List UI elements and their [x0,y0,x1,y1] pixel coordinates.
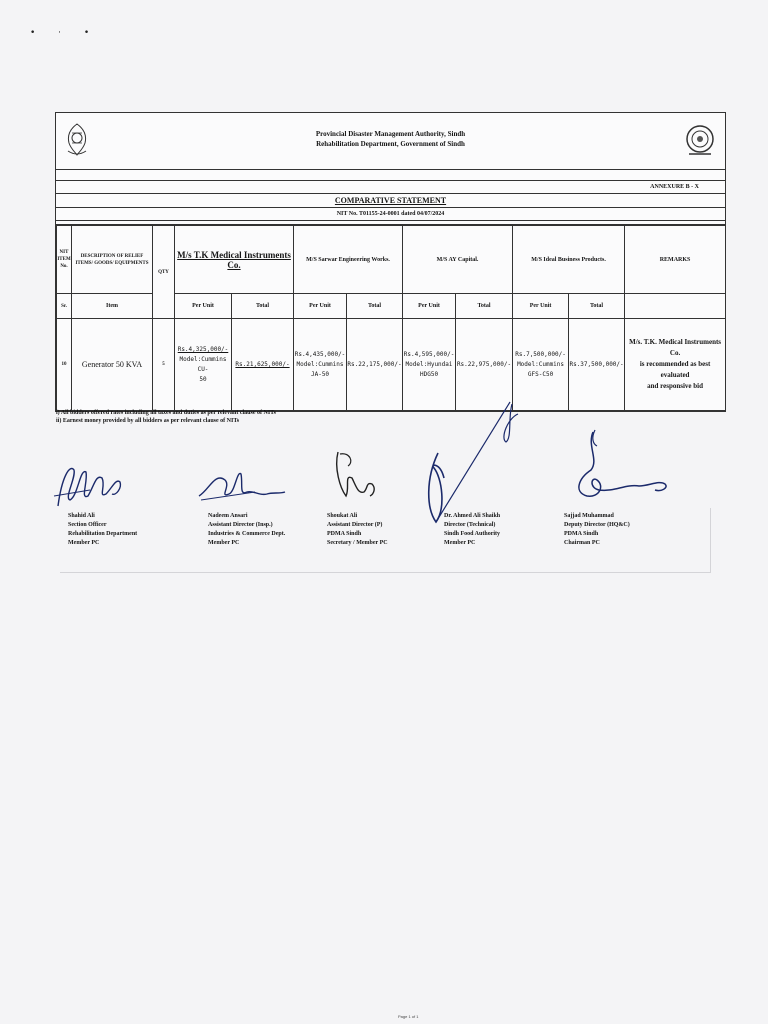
pdma-seal-icon [683,121,717,159]
signatory-3-role: Secretary / Member PC [327,540,388,546]
signature-2-icon [195,462,290,507]
note-1: i) All bidders offered rates including all taxes and duties as per relevant clause of NITs [56,410,276,416]
qty-header: QTY [153,226,175,319]
remarks-line-3: and responsive bid [647,382,703,390]
bidder-2-model-suffix: JA-50 [310,370,330,378]
remarks-subheader-blank [625,294,726,319]
document-header [56,113,725,170]
table-header-row [57,226,726,294]
signature-1-icon [50,456,130,516]
remarks-cell [625,319,726,411]
bidder-2-per-unit-subheader: Per Unit [294,294,347,319]
bidder-1-total: Rs.21,625,000/- [232,319,294,411]
bidder-2-total-subheader: Total [347,294,403,319]
item-subheader: Item [72,294,153,319]
bidder-1-per-unit [175,319,232,411]
notes [56,409,276,425]
signatory-1 [68,512,137,548]
signatory-2-role: Member PC [208,540,240,546]
organization-line-1: Provincial Disaster Management Authority, Sindh [315,130,466,138]
bidder-1-unit-price: Rs.4,325,000/- [177,345,229,353]
signatory-3 [327,512,388,548]
signatures-block [0,448,768,578]
bidder-1-model-suffix: 50 [199,375,207,383]
signatory-4-name: Dr. Ahmed Ali Shaikh [444,513,501,519]
statement-title: COMPARATIVE STATEMENT [56,194,725,208]
note-2: ii) Earnest money provided by all bidders as per relevant clause of NITs [56,418,240,424]
item-description: Generator 50 KVA [72,319,153,411]
bidder-4-model-suffix: GFS-C50 [527,370,554,378]
signatory-3-title: Assistant Director (P) [327,522,383,528]
scan-marks: • · • [30,28,100,38]
bidder-3-model: Model:Hyundai [405,360,453,368]
signatory-2 [208,512,285,548]
bidder-2-unit-price: Rs.4,435,000/- [294,350,346,358]
signatory-1-title: Section Officer [68,522,107,528]
signatory-1-org: Rehabilitation Department [68,531,138,537]
bidder-2-per-unit [294,319,347,411]
signature-3-icon [330,448,390,508]
bidder-2-model: Model:Cummins [296,360,344,368]
organization-title [56,129,725,149]
bidder-2-total: Rs.22,175,000/- [347,319,403,411]
bidder-1-per-unit-subheader: Per Unit [175,294,232,319]
bidder-1-model: Model:Cummins CU- [179,355,227,373]
bidder-3-model-suffix: HDG50 [420,370,439,378]
signatory-2-name: Nadeem Ansari [208,513,248,519]
comparative-statement-document [55,112,726,412]
signatory-4-role: Member PC [444,540,476,546]
bidder-2-header: M/S Sarwar Engineering Works. [294,226,403,294]
signature-5-icon [565,426,675,516]
annexure-label: ANNEXURE B - X [56,181,725,194]
description-header: DESCRIPTION OF RELIEF ITEMS/ GOODS/ EQUIPMENTS [72,226,153,294]
bidder-1-total-subheader: Total [232,294,294,319]
signatory-3-org: PDMA Sindh [327,531,362,537]
signatory-5-org: PDMA Sindh [564,531,599,537]
blank-row [56,170,725,181]
bidder-4-per-unit [513,319,569,411]
page-number: Page 1 of 1 [398,1014,419,1019]
sr-subheader: Sr. [57,294,72,319]
bidder-4-per-unit-subheader: Per Unit [513,294,569,319]
signature-4-icon [420,398,530,528]
bidder-4-total-subheader: Total [569,294,625,319]
bidder-4-model: Model:Cummins [517,360,565,368]
item-number: 10 [57,319,72,411]
bidder-3-unit-price: Rs.4,595,000/- [403,350,455,358]
signatory-1-name: Shahid Ali [68,513,95,519]
bidder-3-per-unit-subheader: Per Unit [403,294,456,319]
signatory-5-role: Chairman PC [564,540,600,546]
bidder-3-header: M/S AY Capital. [403,226,513,294]
bidder-3-per-unit [403,319,456,411]
bidder-3-total: Rs.22,975,000/- [456,319,513,411]
comparative-table [56,225,726,411]
remarks-line-1: M/s. T.K. Medical Instruments Co. [629,338,722,357]
bidder-3-total-subheader: Total [456,294,513,319]
signatory-5-name: Sajjad Muhammad [564,513,614,519]
remarks-line-2: is recommended as best evaluated [639,360,711,379]
signatory-5-title: Deputy Director (HQ&C) [564,522,630,528]
signatory-1-role: Member PC [68,540,100,546]
table-row [57,319,726,411]
bidder-4-unit-price: Rs.7,500,000/- [515,350,566,358]
signatory-4 [444,512,500,548]
bidder-4-header: M/S Ideal Business Products. [513,226,625,294]
signatory-2-org: Industries & Commerce Dept. [208,531,286,537]
signatory-5 [564,512,630,548]
nit-number: NIT No. T01155-24-0001 dated 04/07/2024 [56,208,725,221]
bidder-1-header: M/s T.K Medical Instruments Co. [175,226,294,294]
signatory-4-title: Director (Technical) [444,522,496,528]
organization-line-2: Rehabilitation Department, Government of Sindh [316,140,465,148]
signatory-3-name: Shoukat Ali [327,513,358,519]
bidder-4-total: Rs.37,500,000/- [569,319,625,411]
remarks-header: REMARKS [625,226,726,294]
signatory-4-org: Sindh Food Authority [444,531,501,537]
item-quantity: 5 [153,319,175,411]
signatory-2-title: Assistant Director (Insp.) [208,522,273,528]
nit-item-header: NIT ITEM No. [57,226,72,294]
